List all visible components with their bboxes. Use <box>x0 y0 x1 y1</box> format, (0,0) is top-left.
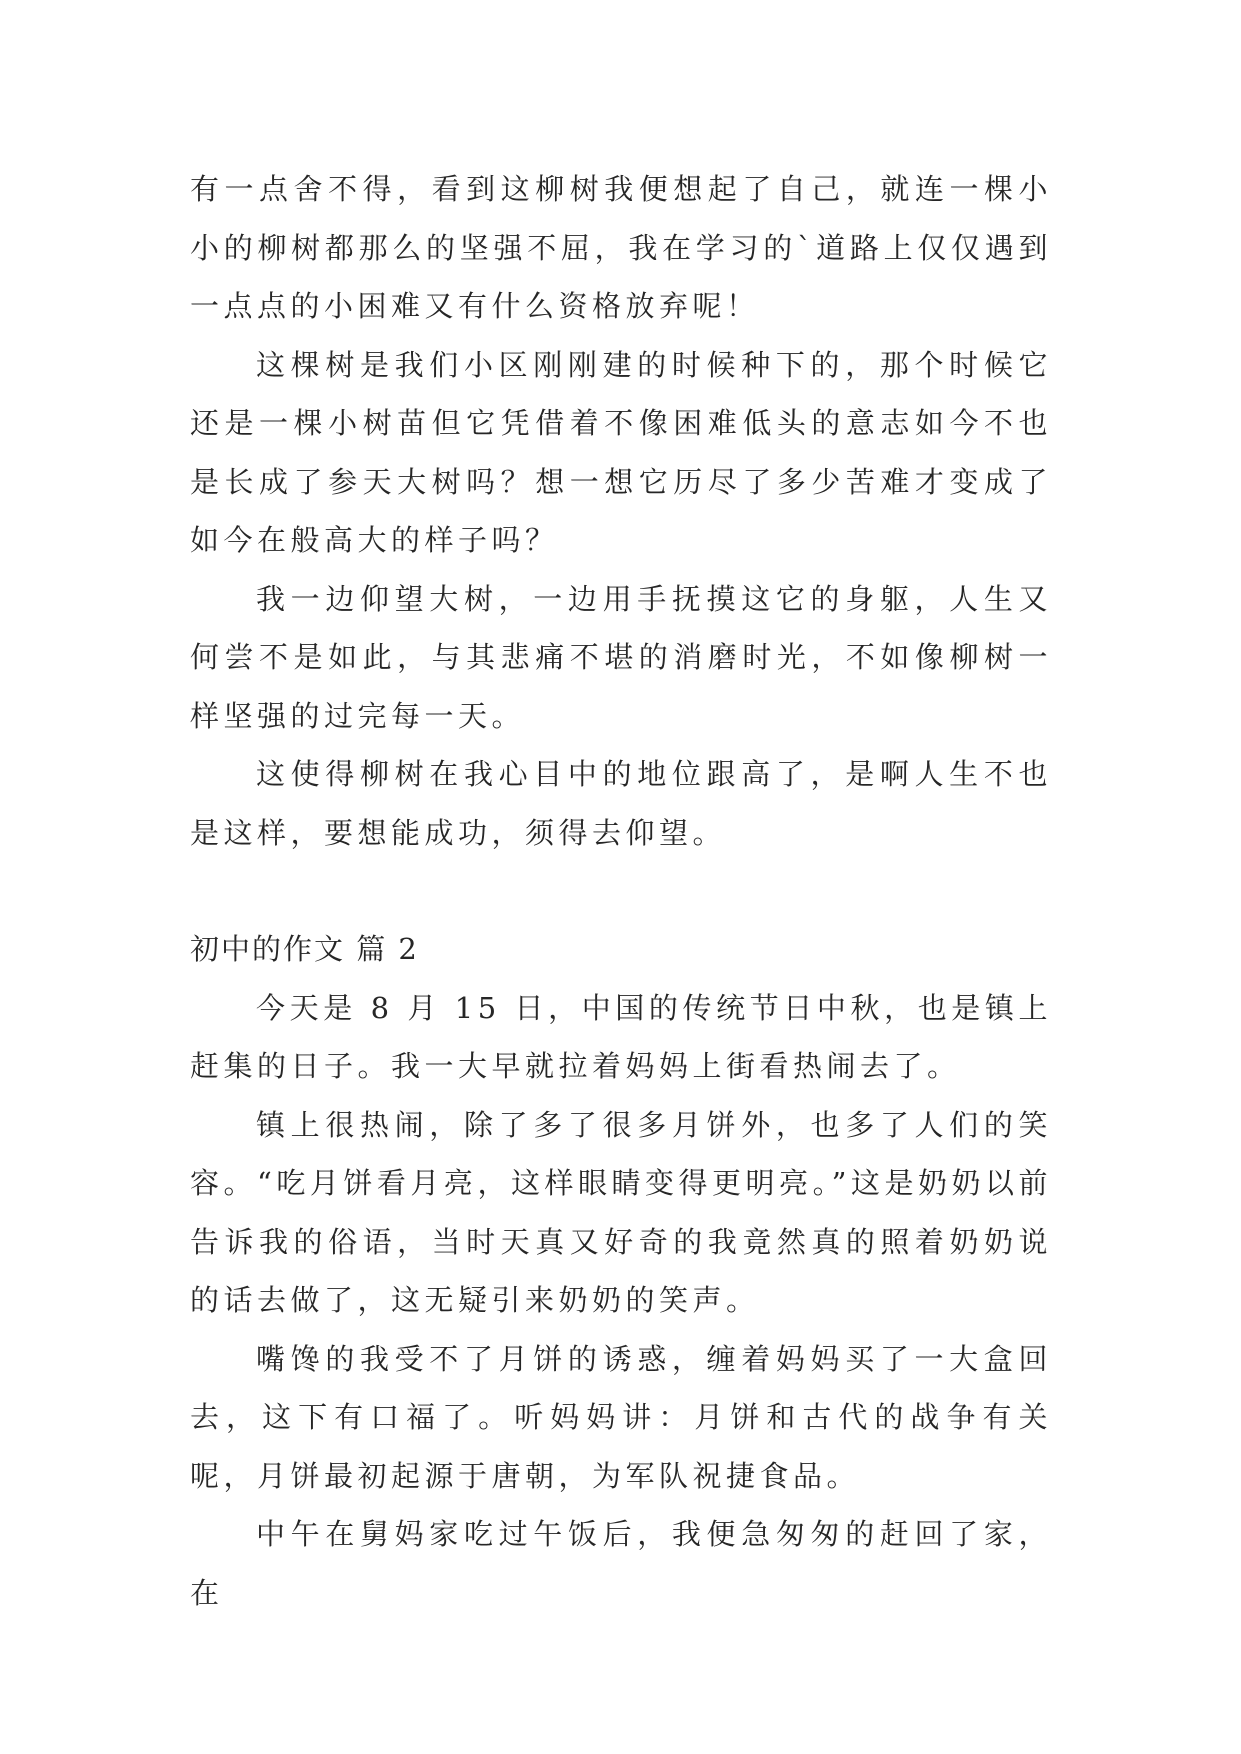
paragraph-7: 嘴馋的我受不了月饼的诱惑，缠着妈妈买了一大盒回去，这下有口福了。听妈妈讲：月饼和古代的战争有关呢，月饼最初起源于唐朝，为军队祝捷食品。 <box>190 1341 1052 1493</box>
paragraph-8: 中午在舅妈家吃过午饭后，我便急匆匆的赶回了家，在 <box>190 1517 1052 1610</box>
paragraph-1: 有一点舍不得，看到这柳树我便想起了自己，就连一棵小小的柳树都那么的坚强不屈，我在学习的`道路上仅仅遇到一点点的小困难又有什么资格放弃呢！ <box>190 172 1052 323</box>
paragraph-6: 镇上很热闹，除了多了很多月饼外，也多了人们的笑容。“吃月饼看月亮，这样眼睛变得更明亮。”这是奶奶以前告诉我的俗语，当时天真又好奇的我竟然真的照着奶奶说的话去做了，这无疑引来奶奶的笑声。 <box>190 1107 1052 1317</box>
document-body <box>190 160 1052 1622</box>
paragraph-3: 我一边仰望大树，一边用手抚摸这它的身躯，人生又何尝不是如此，与其悲痛不堪的消磨时光，不如像柳树一样坚强的过完每一天。 <box>190 581 1052 733</box>
paragraph-5: 今天是 8 月 15 日，中国的传统节日中秋，也是镇上赶集的日子。我一大早就拉着妈妈上街看热闹去了。 <box>190 990 1052 1083</box>
paragraph-4: 这使得柳树在我心目中的地位跟高了，是啊人生不也是这样，要想能成功，须得去仰望。 <box>190 757 1052 850</box>
paragraph-2: 这棵树是我们小区刚刚建的时候种下的，那个时候它还是一棵小树苗但它凭借着不像困难低头的意志如今不也是长成了参天大树吗？想一想它历尽了多少苦难才变成了如今在般高大的样子吗？ <box>190 347 1052 557</box>
essay-heading: 初中的作文 篇 2 <box>190 932 419 966</box>
